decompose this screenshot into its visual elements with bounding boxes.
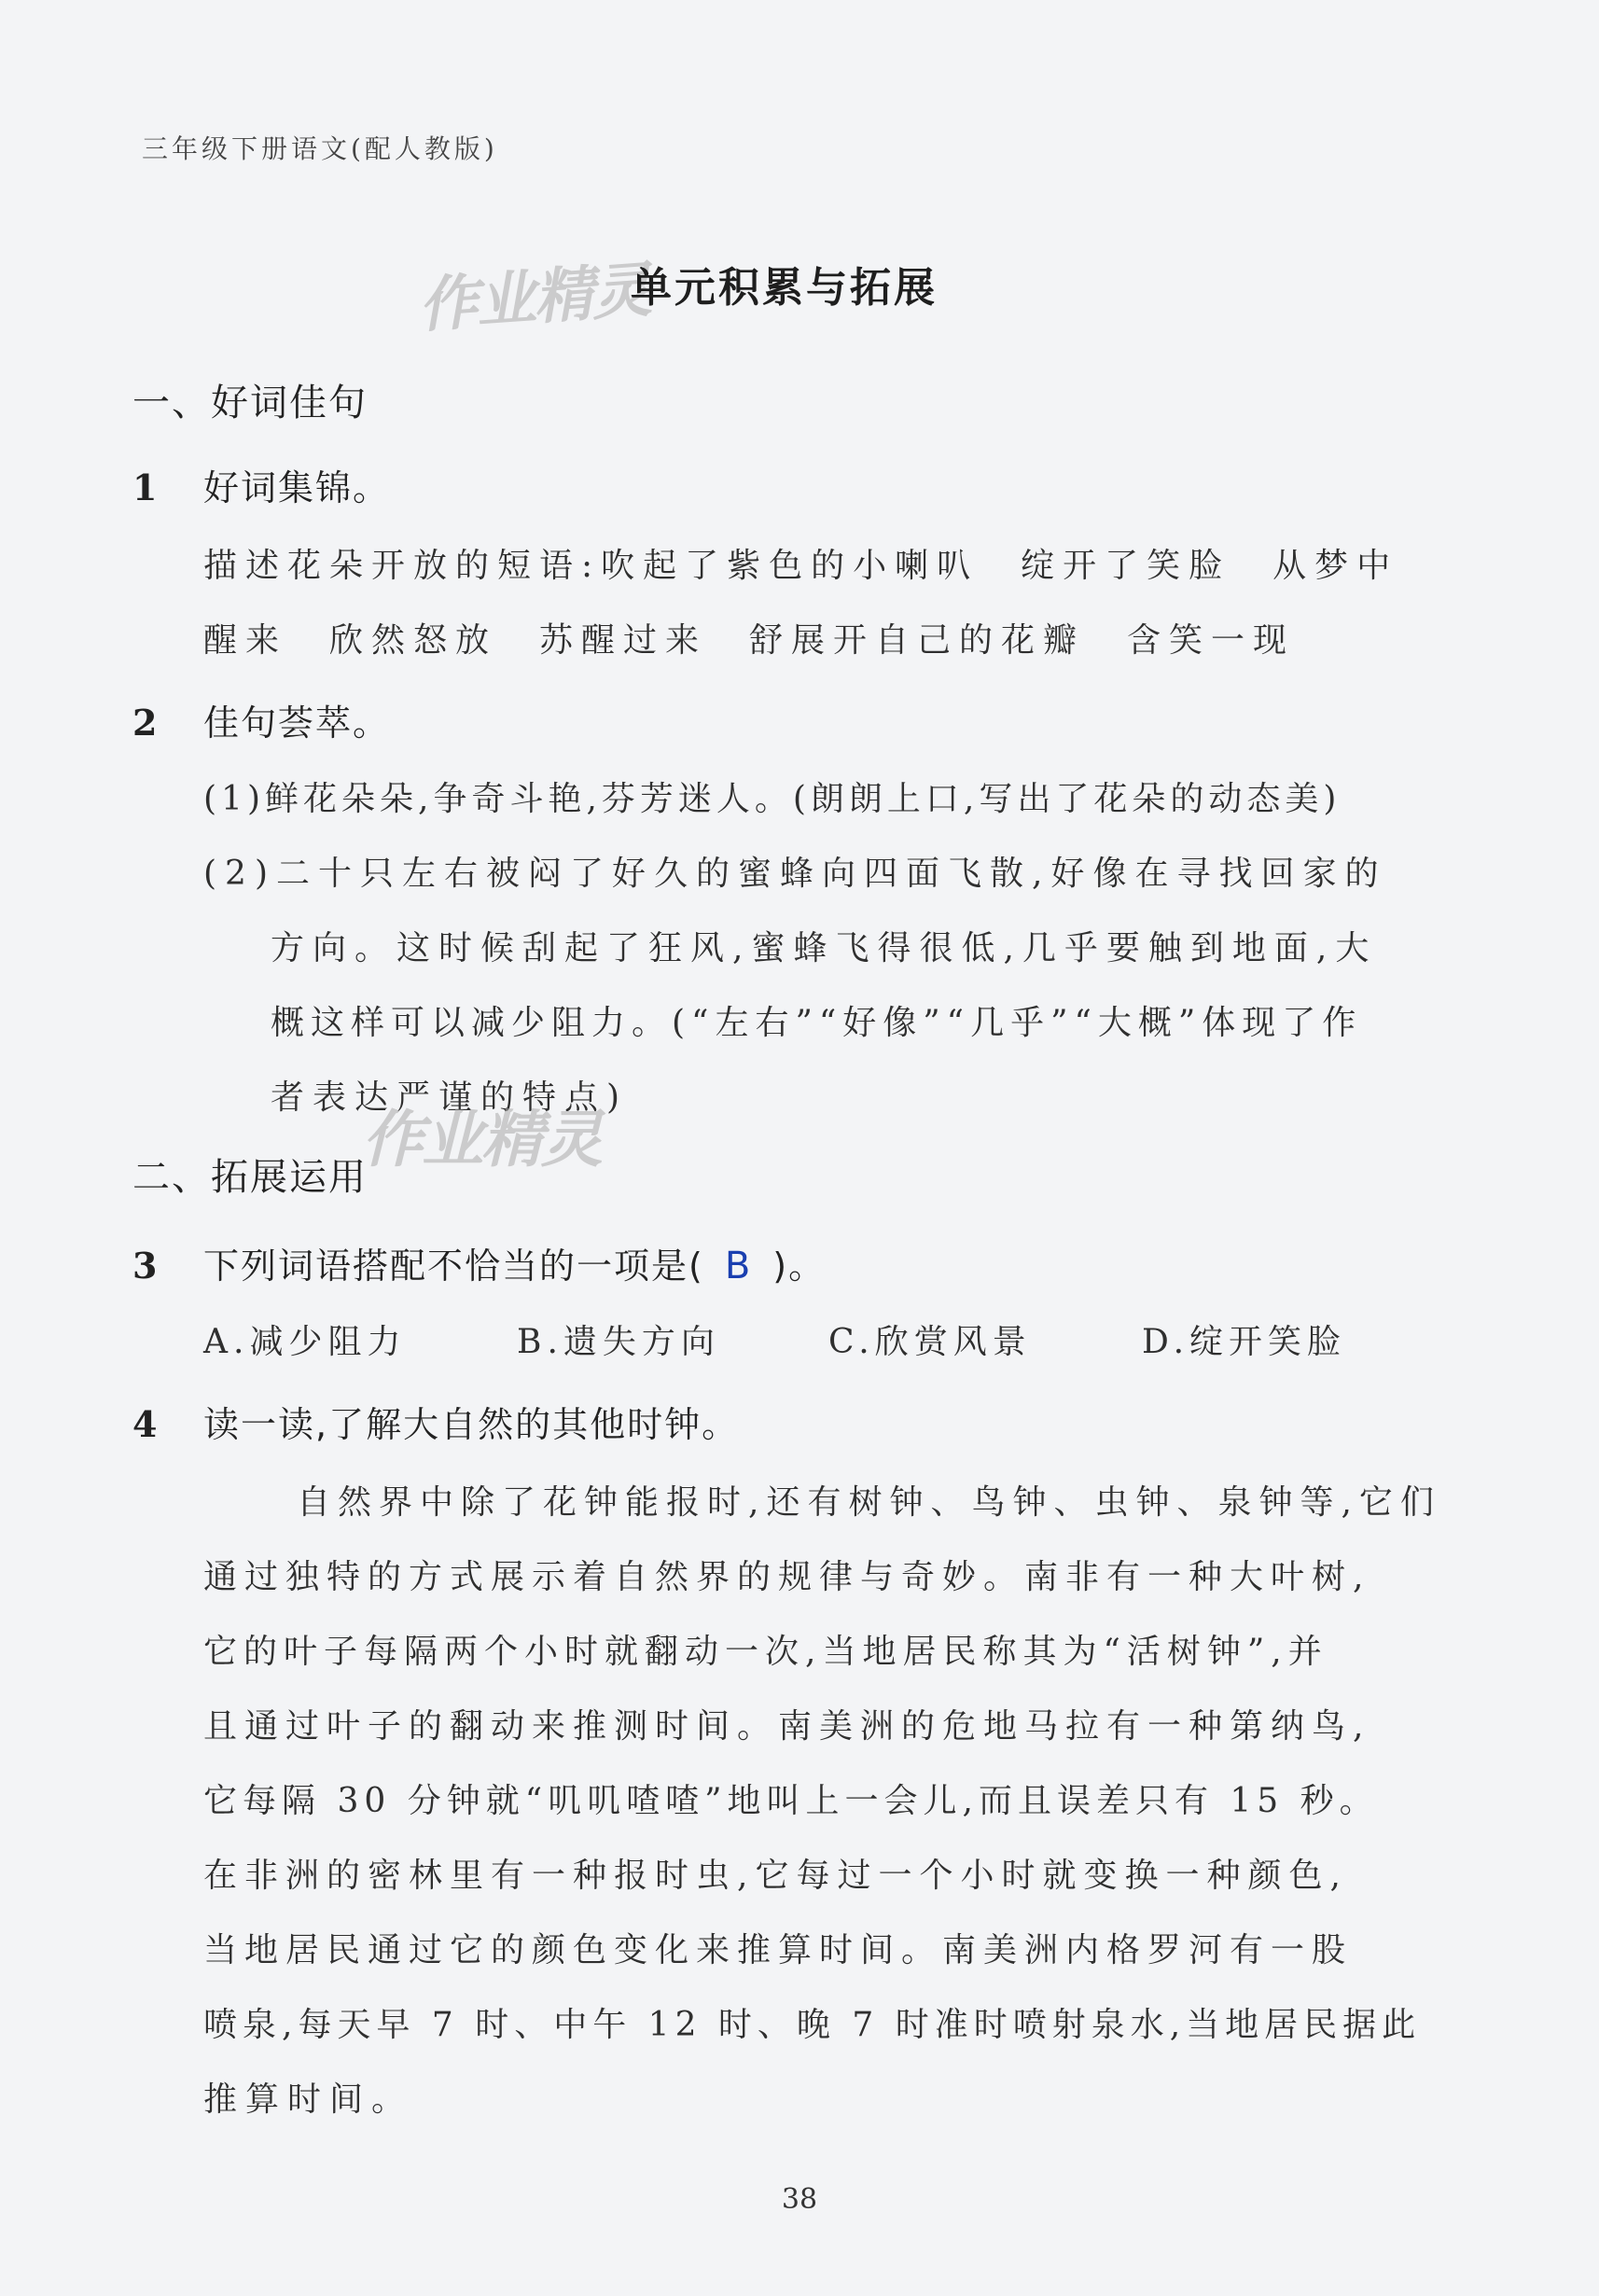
option-d: D.绽开笑脸 xyxy=(1142,1323,1347,1361)
q1-line-1: 描述花朵开放的短语:吹起了紫色的小喇叭 绽开了笑脸 从梦中 xyxy=(203,547,1399,585)
q2-sentence-2-line-1: (2)二十只左右被闷了好久的蜜蜂向四面飞散,好像在寻找回家的 xyxy=(203,855,1387,893)
question-title: 好词集锦。 xyxy=(203,467,391,508)
watermark: 作业精灵 xyxy=(416,256,652,341)
question-number: 4 xyxy=(132,1403,160,1445)
question-title: 下列词语搭配不恰当的一项是( xyxy=(203,1245,704,1287)
option-c: C.欣赏风景 xyxy=(828,1323,1032,1361)
question-number: 3 xyxy=(132,1245,160,1287)
question-title: 读一读,了解大自然的其他时钟。 xyxy=(203,1404,740,1445)
question-3-heading xyxy=(132,1237,826,1288)
passage-line-7: 当地居民通过它的颜色变化来推算时间。南美洲内格罗河有一股 xyxy=(203,1931,1354,1969)
passage-line-8: 喷泉,每天早 7 时、中午 12 时、晚 7 时准时喷射泉水,当地居民据此 xyxy=(203,2006,1422,2044)
q2-sentence-1: (1)鲜花朵朵,争奇斗艳,芬芳迷人。(朗朗上口,写出了花朵的动态美) xyxy=(203,780,1342,818)
question-title: 佳句荟萃。 xyxy=(203,703,391,744)
q2-sentence-2-line-3: 概这样可以减少阻力。(“左右”“好像”“几乎”“大概”体现了作 xyxy=(271,1004,1363,1042)
q3-options xyxy=(203,1315,1346,1363)
question-title-end: )。 xyxy=(772,1245,827,1287)
question-number: 1 xyxy=(132,466,160,508)
question-1-heading xyxy=(132,459,390,510)
passage-line-5: 它每隔 30 分钟就“叽叽喳喳”地叫上一会儿,而且误差只有 15 秒。 xyxy=(203,1782,1379,1820)
passage-line-6: 在非洲的密林里有一种报时虫,它每过一个小时就变换一种颜色, xyxy=(203,1857,1348,1895)
option-a: A.减少阻力 xyxy=(203,1323,407,1361)
question-4-heading xyxy=(132,1396,739,1447)
section-heading-2: 二、拓展运用 xyxy=(132,1156,368,1199)
option-b: B.遗失方向 xyxy=(517,1323,720,1361)
q2-sentence-2-line-2: 方向。这时候刮起了狂风,蜜蜂飞得很低,几乎要触到地面,大 xyxy=(271,929,1378,967)
question-number: 2 xyxy=(132,702,160,744)
answer-choice: B xyxy=(724,1245,753,1287)
passage-line-2: 通过独特的方式展示着自然界的规律与奇妙。南非有一种大叶树, xyxy=(203,1558,1371,1596)
q1-line-2: 醒来 欣然怒放 苏醒过来 舒展开自己的花瓣 含笑一现 xyxy=(203,621,1296,660)
passage-line-1: 自然界中除了花钟能报时,还有树钟、鸟钟、虫钟、泉钟等,它们 xyxy=(297,1483,1441,1522)
watermark: 作业精灵 xyxy=(362,1104,601,1176)
passage-line-9: 推算时间。 xyxy=(203,2080,414,2119)
passage-line-4: 且通过叶子的翻动来推测时间。南美洲的危地马拉有一种第纳鸟, xyxy=(203,1707,1371,1746)
question-2-heading xyxy=(132,694,390,745)
passage-line-3: 它的叶子每隔两个小时就翻动一次,当地居民称其为“活树钟”,并 xyxy=(203,1633,1328,1671)
section-heading-1: 一、好词佳句 xyxy=(132,382,368,424)
q2-sentence-2-line-4: 者表达严谨的特点) xyxy=(271,1078,629,1117)
page-number: 38 xyxy=(781,2183,818,2216)
running-header: 三年级下册语文(配人教版) xyxy=(142,133,498,164)
page-title: 单元积累与拓展 xyxy=(631,264,938,312)
